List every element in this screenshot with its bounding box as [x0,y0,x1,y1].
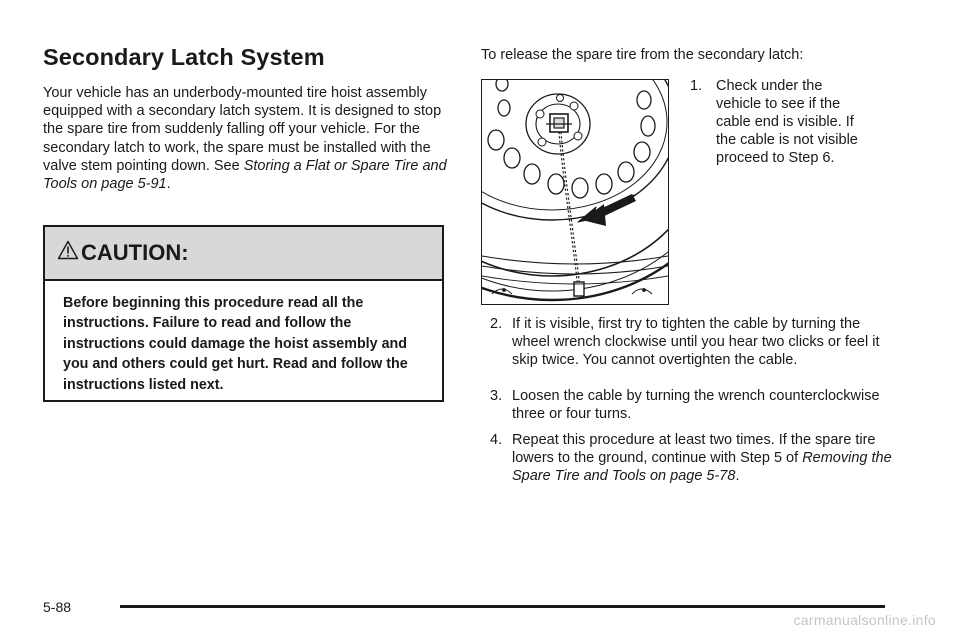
watermark: carmanualsonline.info [793,612,936,628]
step-1 [690,77,870,167]
caution-header [45,227,442,281]
procedure-intro: To release the spare tire from the secondary latch: [481,47,804,63]
intro-text: Your vehicle has an underbody-mounted tire hoist assembly equipped with a secondary latch system. It is designed to stop the spare tire from suddenly falling off your vehicle. For the secondary latch to work, the spare must be installed with the valve stem pointing down. See [43,85,442,174]
step-text: If it is visible, first try to tighten the cable by turning the wheel wrench clockwise until you hear two clicks or feel it skip twice. You cannot overtighten the cable. [512,316,880,368]
spare-tire-hoist-illustration [481,79,669,305]
step-number: 1. [690,78,703,94]
step-2 [490,315,900,369]
step-number: 4. [490,432,503,448]
step-4-end: . [735,468,740,484]
page-number: 5-88 [43,599,72,615]
step-text: Check under the vehicle to see if the cable end is visible. If the cable is not visible proceed to Step 6. [716,78,858,166]
intro-paragraph [43,84,448,193]
step-number: 3. [490,388,503,404]
intro-end: . [166,176,171,193]
caution-title: CAUTION: [81,240,189,265]
step-number: 2. [490,316,503,332]
caution-box [43,225,444,402]
spare-tire-drawing [482,80,668,304]
caution-text: Before beginning this procedure read all the instructions. Failure to read and follow the instructions could damage the hoist assembly and you and others could get hurt. Read and follow the instructions listed next. [63,295,408,393]
section-title: Secondary Latch System [43,44,325,70]
step-text [490,431,900,485]
intro-cross-reference[interactable]: Storing a Flat or Spare Tire and Tools on page 5-91 [43,157,447,193]
step-text: Loosen the cable by turning the wrench counterclockwise three or four turns. [512,388,880,422]
step-4 [490,431,900,485]
footer-rule [120,605,885,608]
step-4-cross-reference[interactable]: Removing the Spare Tire and Tools on page 5-78 [512,450,892,484]
step-3 [490,387,900,423]
warning-triangle-icon [57,240,79,260]
step-4-text: Repeat this procedure at least two times. If the spare tire lowers to the ground, continue with Step 5 of [512,432,876,466]
